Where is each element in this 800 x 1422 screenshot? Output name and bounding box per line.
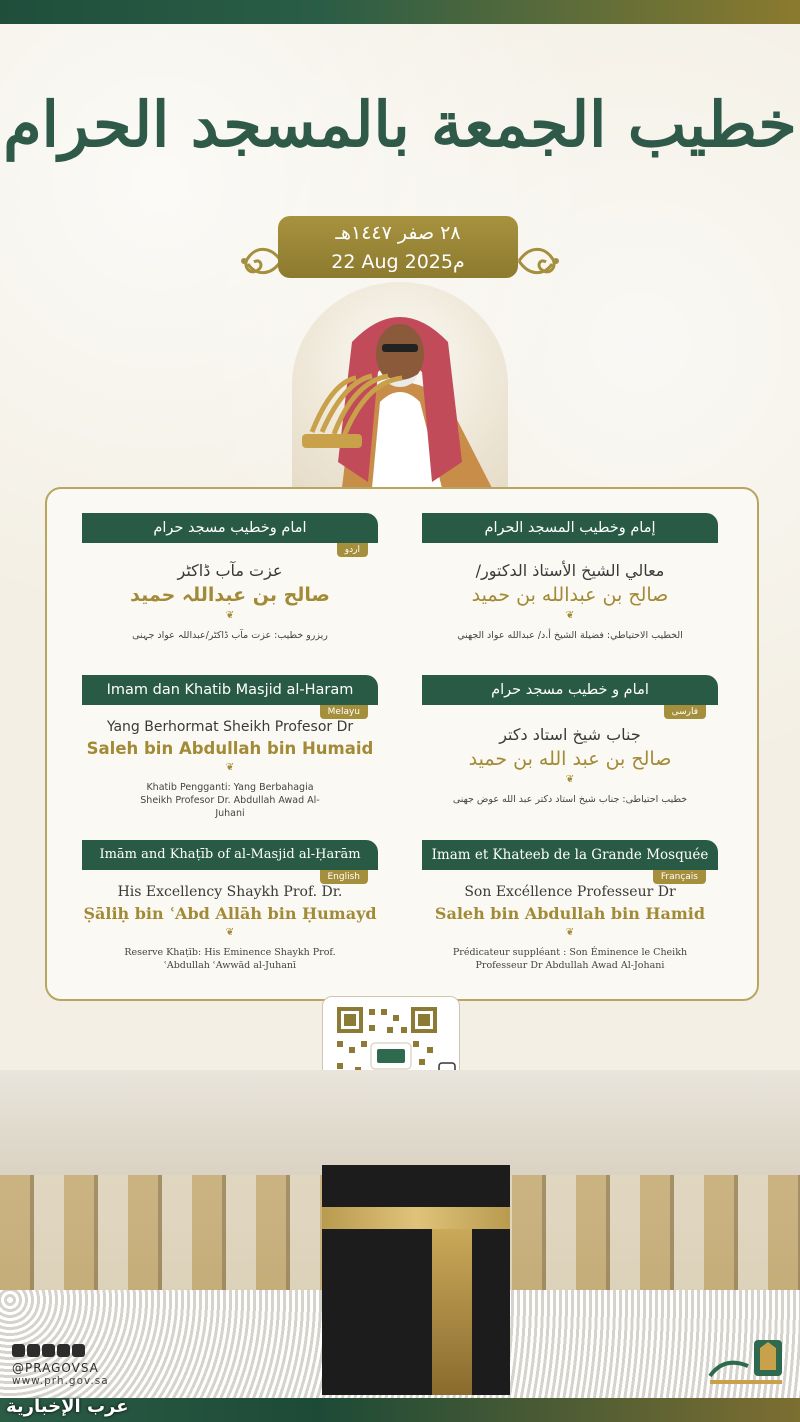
x-icon[interactable]	[27, 1344, 40, 1357]
card-name: صالح بن عبداللہ حمید	[130, 584, 330, 606]
card-name: صالح بن عبد الله بن حمید	[468, 748, 672, 770]
language-badge: Melayu	[320, 705, 368, 719]
card-honorific: عزت مآب ڈاکٹر	[177, 561, 283, 580]
card-header: Imam dan Khatib Masjid al-Haram	[82, 675, 378, 705]
website-link[interactable]: www.prh.gov.sa	[12, 1375, 109, 1387]
social-icons	[12, 1344, 109, 1361]
card-farsi	[422, 675, 718, 806]
kaaba-band	[322, 1207, 510, 1229]
card-header: امام وخطیب مسجد حرام	[82, 513, 378, 543]
top-bar	[0, 0, 800, 24]
gregorian-date: 22 Aug 2025م	[331, 251, 465, 273]
card-reserve-khatib: Prédicateur suppléant : Son Éminence le Cheikh Professeur Dr Abdullah Awad Al-Johani	[452, 947, 688, 971]
page-title: خطيب الجمعة بالمسجد الحرام	[3, 88, 797, 161]
card-name: صالح بن عبدالله بن حميد	[471, 584, 669, 606]
social-info	[12, 1344, 109, 1387]
card-reserve-khatib: خطیب احتیاطی: جناب شیخ استاد دکتر عبد الله عوض جهنی	[452, 794, 688, 805]
language-badge: English	[320, 870, 369, 884]
hijri-date: ٢٨ صفر ١٤٤٧هـ	[335, 222, 461, 244]
card-header: Imam et Khateeb de la Grande Mosquée	[422, 840, 718, 870]
card-honorific: His Excellency Shaykh Prof. Dr.	[117, 884, 343, 900]
divider-ornament-icon: ❦	[565, 610, 575, 621]
divider-ornament-icon: ❦	[225, 762, 235, 773]
card-reserve-khatib: الخطيب الاحتياطي: فضيلة الشيخ أ.د/ عبدالله عواد الجهني	[457, 630, 683, 641]
language-badge: Français	[653, 870, 706, 884]
card-name: Ṣāliḥ bin ʿAbd Allāh bin Ḥumayd	[83, 904, 377, 923]
kaaba	[322, 1165, 510, 1395]
presidency-logo-icon	[704, 1336, 788, 1392]
divider-ornament-icon: ❦	[565, 927, 575, 938]
card-arabic	[422, 513, 718, 642]
card-english	[82, 840, 378, 972]
card-reserve-khatib: Khatib Pengganti: Yang Berbahagia Sheikh Profesor Dr. Abdullah Awad Al-Juhani	[140, 782, 320, 819]
card-malay	[82, 675, 378, 820]
card-honorific: Yang Berhormat Sheikh Profesor Dr	[106, 719, 354, 735]
date-badge	[278, 216, 518, 278]
card-header: Imām and Khaṭīb of al-Masjid al-Ḥarām	[82, 840, 378, 870]
language-badge: اردو	[337, 543, 368, 557]
card-honorific: جناب شیخ استاد دکتر	[499, 725, 641, 744]
preacher-photo	[292, 282, 508, 488]
card-reserve-khatib: ریزرو خطیب: عزت مآب ڈاکٹر/عبداللہ عواد جہنی	[132, 630, 328, 641]
tiktok-icon[interactable]	[57, 1344, 70, 1357]
card-reserve-khatib: Reserve Khaṭīb: His Eminence Shaykh Prof. ʿAbdullah ʿAwwād al-Juhanī	[124, 947, 336, 971]
youtube-icon[interactable]	[72, 1344, 85, 1357]
snapchat-icon[interactable]	[12, 1344, 25, 1357]
card-urdu	[82, 513, 378, 642]
card-name: Saleh bin Abdullah bin Humaid	[86, 739, 374, 758]
card-name: Saleh bin Abdullah bin Hamid	[434, 904, 706, 923]
card-honorific: Son Excéllence Professeur Dr	[464, 884, 676, 900]
preacher-illustration-icon	[292, 282, 508, 488]
instagram-icon[interactable]	[42, 1344, 55, 1357]
ornament-right-icon	[514, 236, 564, 286]
watermark: عرب الإخبارية	[6, 1396, 129, 1417]
language-badge: فارسی	[664, 705, 706, 719]
divider-ornament-icon: ❦	[225, 927, 235, 938]
card-header: امام و خطیب مسجد حرام	[422, 675, 718, 705]
divider-ornament-icon: ❦	[565, 774, 575, 785]
card-french	[422, 840, 718, 972]
kaaba-door	[432, 1229, 472, 1395]
card-header: إمام وخطيب المسجد الحرام	[422, 513, 718, 543]
social-handle: @PRAGOVSA	[12, 1361, 99, 1375]
card-honorific: معالي الشيخ الأستاذ الدكتور/	[475, 561, 665, 580]
divider-ornament-icon: ❦	[225, 610, 235, 621]
